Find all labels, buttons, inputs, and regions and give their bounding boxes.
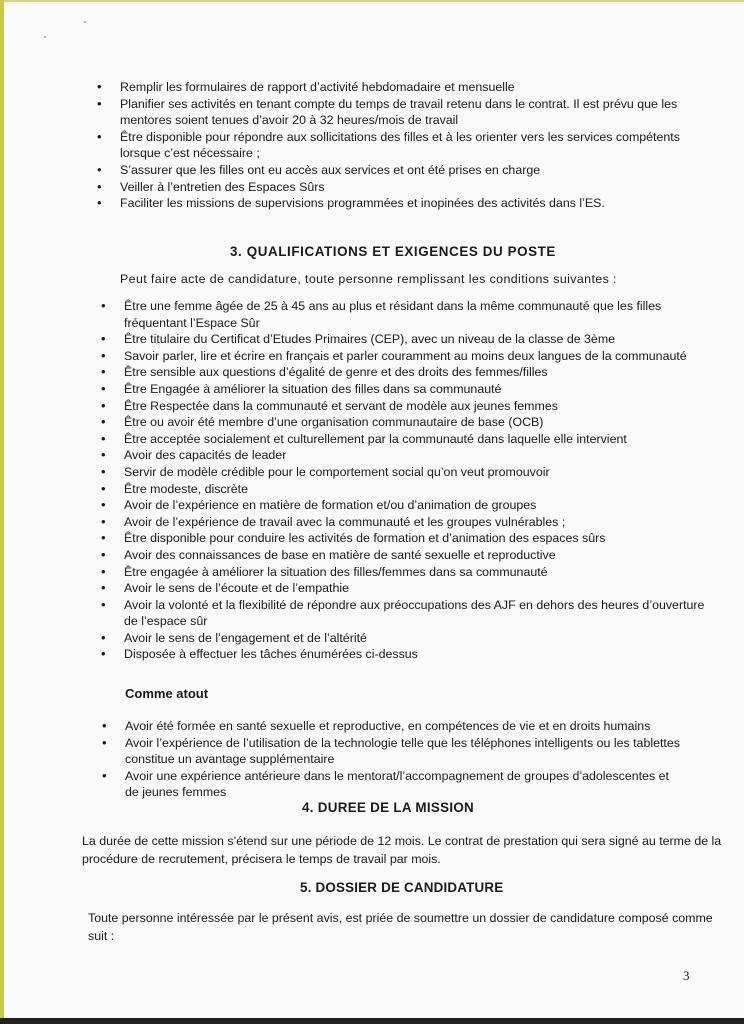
section-5-heading: 5. DOSSIER DE CANDIDATURE [300,880,504,895]
list-item: • Veiller à l’entretien des Espaces Sûrs [120,179,720,196]
page-bottom-edge [0,1018,744,1024]
list-item: • Être disponible pour conduire les activités de formation et d’animation des espaces sûrs [124,530,724,547]
list-item: • Être modeste, discrète [124,481,724,498]
list-item: • Faciliter les missions de supervisions programmées et inopinées des activités dans l’ES. [120,195,720,212]
list-item: • Avoir des capacités de leader [124,447,724,464]
list-item: • Avoir le sens de l’écoute et de l’empathie [124,580,724,597]
list-item: • Avoir le sens de l’engagement et de l’altérité [124,630,724,647]
list-item: • Être sensible aux questions d’égalité de genre et des droits des femmes/filles [124,364,724,381]
scan-speck [84,21,86,23]
section-4-heading: 4. DUREE DE LA MISSION [302,800,475,815]
list-item: • Être titulaire du Certificat d’Etudes Primaires (CEP), avec un niveau de la classe de 3ème [124,331,724,348]
list-item: • Être engagée à améliorer la situation des filles/femmes dans sa communauté [124,564,724,581]
qualifications-list [124,298,724,663]
page-top-edge [0,0,744,2]
list-item: • Disposée à effectuer les tâches énumérées ci-dessus [124,646,724,663]
scan-speck [44,36,46,38]
list-item: • Être acceptée socialement et culturellement par la communauté dans laquelle elle intervient [124,431,724,448]
list-item: • Planifier ses activités en tenant compte du temps de travail retenu dans le contrat. Il est prévu que les mentores soient tenues d’avoir 20 à 32 heures/mois de travail [120,96,680,129]
list-item: • Être Respectée dans la communauté et servant de modèle aux jeunes femmes [124,398,724,415]
section-5-text: Toute personne intéressée par le présent avis, est priée de soumettre un dossier de candidature composé comme suit : [88,911,713,943]
list-item: • Avoir été formée en santé sexuelle et reproductive, en compétences de vie et en droits humains [125,718,725,735]
section-3-heading: 3. QUALIFICATIONS ET EXIGENCES DU POSTE [230,244,556,259]
list-item: • Être ou avoir été membre d’une organisation communautaire de base (OCB) [124,414,724,431]
responsibilities-list [120,79,720,212]
list-item: • Être disponible pour répondre aux sollicitations des filles et à les orienter vers les services compétents lorsque c’est nécessaire ; [120,129,710,162]
list-item: • Remplir les formulaires de rapport d’activité hebdomadaire et mensuelle [120,79,720,96]
section-3-intro: Peut faire acte de candidature, toute personne remplissant les conditions suivantes : [120,272,617,286]
list-item: • Être une femme âgée de 25 à 45 ans au plus et résidant dans la même communauté que les filles fréquentant l’Espace Sûr [124,298,684,331]
list-item: • Être Engagée à améliorer la situation des filles dans sa communauté [124,381,724,398]
section-4-text: La durée de cette mission s’étend sur une période de 12 mois. Le contrat de prestation qui sera signé au terme de la procédure de recrutement, précisera le temps de travail par mois. [82,834,722,866]
list-item: • S’assurer que les filles ont eu accès aux services et ont été prises en charge [120,162,720,179]
page-left-edge [0,0,4,1024]
list-item: • Savoir parler, lire et écrire en français et parler couramment au moins deux langues de la communauté [124,348,724,365]
list-item: • Servir de modèle crédible pour le comportement social qu’on veut promouvoir [124,464,724,481]
list-item: • Avoir de l’expérience de travail avec la communauté et les groupes vulnérables ; [124,514,724,531]
atout-list [125,718,725,801]
list-item: • Avoir de l’expérience en matière de formation et/ou d’animation de groupes [124,497,724,514]
atout-title: Comme atout [125,686,209,701]
list-item: • Avoir une expérience antérieure dans le mentorat/l’accompagnement de groupes d’adolescentes et de jeunes femmes [125,768,685,801]
page-number: 3 [683,968,690,983]
list-item: • Avoir la volonté et la flexibilité de répondre aux préoccupations des AJF en dehors des heures d’ouverture de l’espace sûr [124,597,714,630]
list-item: • Avoir des connaissances de base en matière de santé sexuelle et reproductive [124,547,724,564]
list-item: • Avoir l’expérience de l’utilisation de la technologie telle que les téléphones intelligents ou les tablettes constitue un avantage supplémentaire [125,735,680,768]
